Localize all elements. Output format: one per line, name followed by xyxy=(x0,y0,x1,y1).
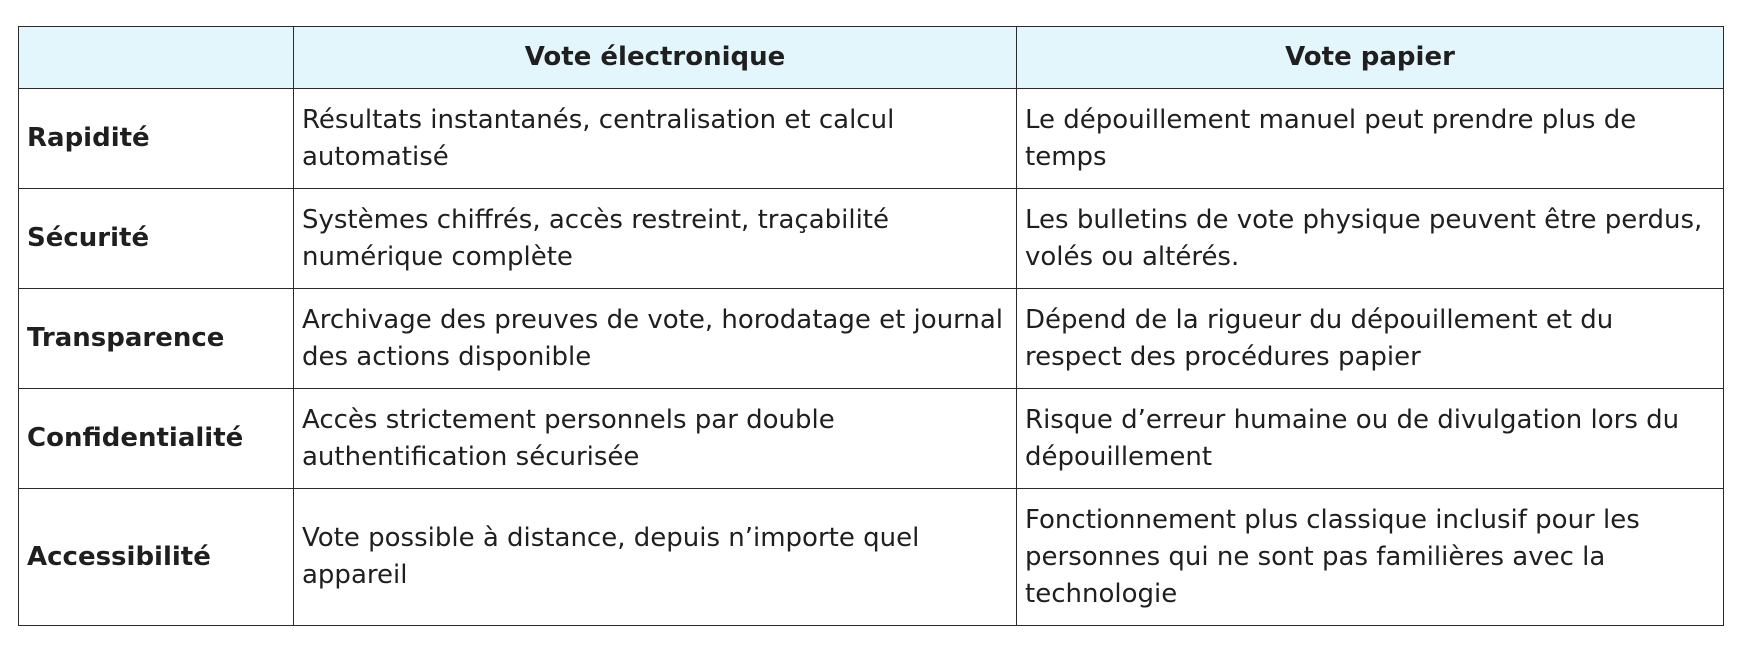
cell-papier: Fonctionnement plus classique inclusif pour les personnes qui ne sont pas familières avec la technologie xyxy=(1017,489,1724,626)
row-label: Transparence xyxy=(19,289,294,389)
cell-papier: Les bulletins de vote physique peuvent être perdus, volés ou altérés. xyxy=(1017,189,1724,289)
header-empty xyxy=(19,27,294,89)
table-row-securite xyxy=(19,189,1724,289)
comparison-table xyxy=(18,26,1724,626)
header-vote-papier: Vote papier xyxy=(1017,27,1724,89)
row-label: Sécurité xyxy=(19,189,294,289)
row-label: Accessibilité xyxy=(19,489,294,626)
table-row-confidentialite xyxy=(19,389,1724,489)
cell-papier: Dépend de la rigueur du dépouillement et du respect des procédures papier xyxy=(1017,289,1724,389)
table-row-rapidite xyxy=(19,89,1724,189)
cell-electronique: Systèmes chiffrés, accès restreint, traçabilité numérique complète xyxy=(294,189,1017,289)
cell-papier: Risque d’erreur humaine ou de divulgation lors du dépouillement xyxy=(1017,389,1724,489)
header-row xyxy=(19,27,1724,89)
cell-electronique: Vote possible à distance, depuis n’importe quel appareil xyxy=(294,489,1017,626)
cell-electronique: Archivage des preuves de vote, horodatage et journal des actions disponible xyxy=(294,289,1017,389)
header-vote-electronique: Vote électronique xyxy=(294,27,1017,89)
row-label: Rapidité xyxy=(19,89,294,189)
cell-electronique: Accès strictement personnels par double authentification sécurisée xyxy=(294,389,1017,489)
row-label: Confidentialité xyxy=(19,389,294,489)
table-row-transparence xyxy=(19,289,1724,389)
cell-electronique: Résultats instantanés, centralisation et calcul automatisé xyxy=(294,89,1017,189)
table-row-accessibilite xyxy=(19,489,1724,626)
cell-papier: Le dépouillement manuel peut prendre plus de temps xyxy=(1017,89,1724,189)
